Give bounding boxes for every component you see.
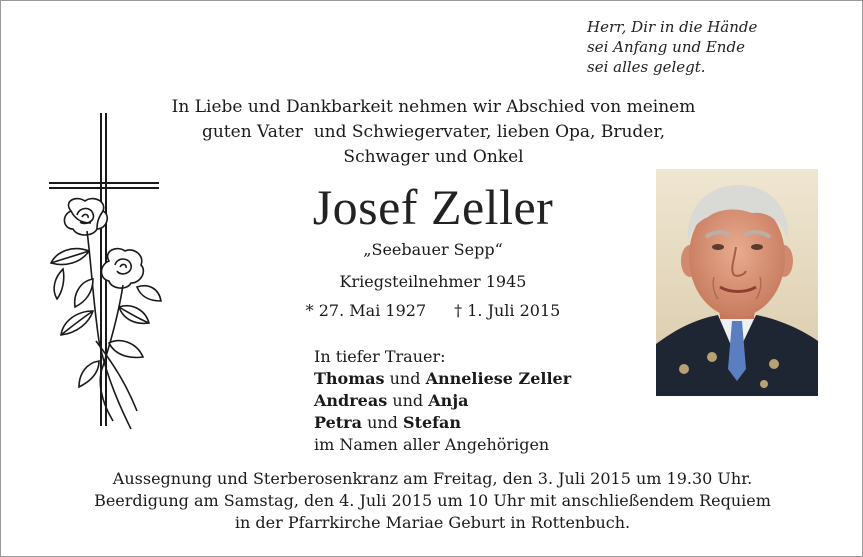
life-dates <box>233 301 633 321</box>
mourner-name: Andreas <box>314 391 388 410</box>
farewell-intro <box>101 95 766 170</box>
portrait-image-icon <box>656 169 818 396</box>
mourner-name: Anja <box>428 391 469 410</box>
mourner-line <box>314 412 571 434</box>
portrait-photo <box>656 169 818 396</box>
deceased-note: Kriegsteilnehmer 1945 <box>339 272 527 291</box>
death-date: † 1. Juli 2015 <box>454 301 561 320</box>
deceased-name: Josef Zeller <box>312 179 554 235</box>
intro-line: In Liebe und Dankbarkeit nehmen wir Abschied von meinem <box>171 97 696 117</box>
service-line: Beerdigung am Samstag, den 4. Juli 2015 um 10 Uhr mit anschließendem Requiem <box>94 491 771 510</box>
mourner-connector: und <box>389 369 421 388</box>
mourner-name: Thomas <box>314 369 385 388</box>
service-line: in der Pfarrkirche Mariae Geburt in Rottenbuch. <box>234 513 631 532</box>
intro-line: Schwager und Onkel <box>343 147 524 167</box>
verse-line: sei Anfang und Ende <box>587 38 745 56</box>
cross-with-roses-icon <box>41 111 166 441</box>
mourner-name: Stefan <box>403 413 462 432</box>
service-line: Aussegnung und Sterberosenkranz am Freitag, den 3. Juli 2015 um 19.30 Uhr. <box>112 469 753 488</box>
verse-line: sei alles gelegt. <box>587 58 706 76</box>
verse-line: Herr, Dir in die Hände <box>587 18 758 36</box>
birth-date: * 27. Mai 1927 <box>305 301 427 320</box>
mourner-line <box>314 390 571 412</box>
mourner-line <box>314 368 571 390</box>
bible-verse <box>587 17 757 77</box>
mourner-name: Anneliese Zeller <box>425 369 572 388</box>
mourner-name: Petra <box>314 413 362 432</box>
mourner-connector: und <box>392 391 424 410</box>
mourners-heading: In tiefer Trauer: <box>314 347 446 366</box>
deceased-nickname: „Seebauer Sepp“ <box>363 240 503 259</box>
intro-line: guten Vater und Schwiegervater, lieben Opa, Bruder, <box>201 122 666 142</box>
service-details <box>41 468 824 534</box>
mourners-closing: im Namen aller Angehörigen <box>314 435 550 454</box>
mourners-list <box>314 346 571 456</box>
mourner-connector: und <box>367 413 398 432</box>
